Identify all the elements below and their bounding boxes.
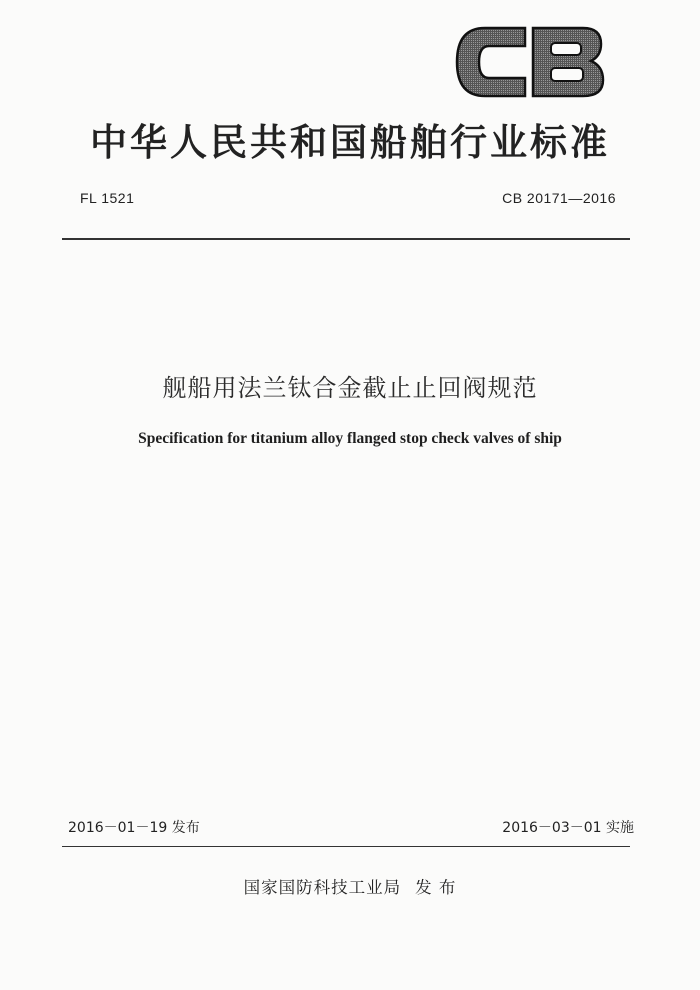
classification-code: FL 1521: [80, 190, 135, 206]
document-title-english: Specification for titanium alloy flanged stop check valves of ship: [138, 430, 562, 447]
standard-category-title: 中华人民共和国船舶行业标准: [90, 121, 610, 164]
standard-number: CB 20171—2016: [502, 190, 616, 206]
publisher-name: 国家国防科技工业局: [243, 878, 402, 897]
implementation-date: 2016－03－01 实施: [502, 820, 634, 836]
issue-date: 2016－01－19 发布: [68, 820, 200, 836]
header-divider: [62, 238, 630, 240]
document-title-chinese: 舰船用法兰钛合金截止止回阀规范: [162, 374, 538, 402]
publisher-action: 发 布: [415, 878, 457, 897]
footer-divider: [62, 846, 630, 847]
publisher-line: [0, 874, 700, 898]
cb-logo: [455, 26, 605, 98]
